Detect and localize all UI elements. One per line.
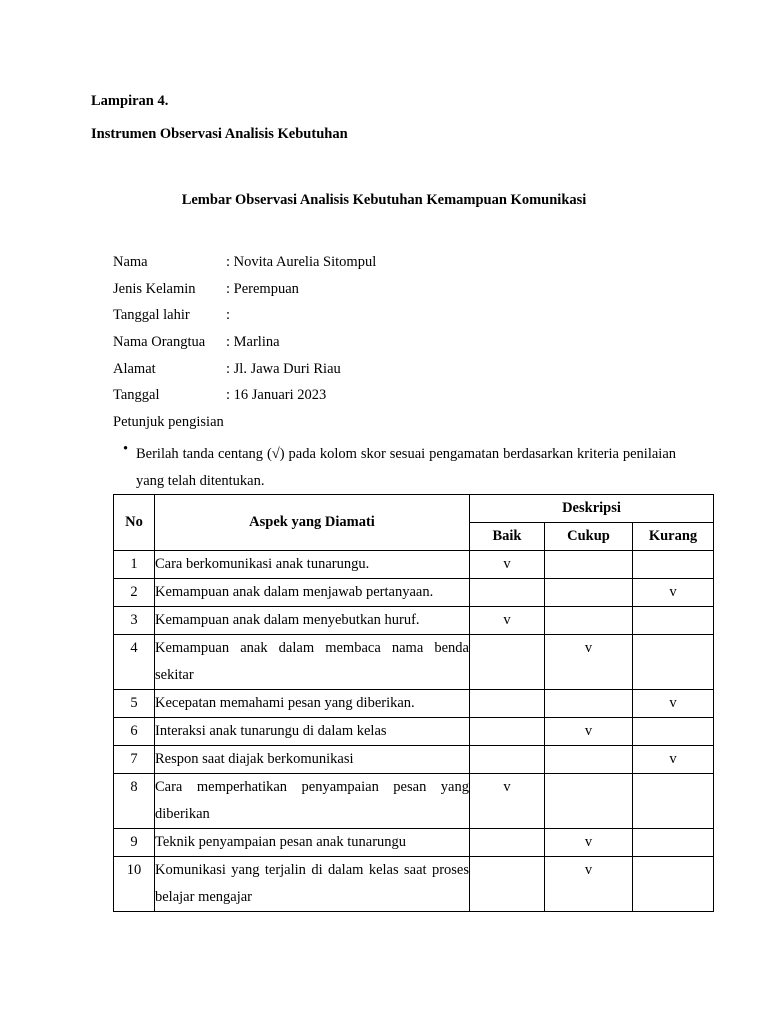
info-value-tanggal-lahir: : [226,307,231,323]
table-row [114,690,714,718]
info-label-nama: Nama [113,254,148,270]
table-row [114,829,714,857]
row-mark-cukup [545,746,633,774]
row-aspect: Kecepatan memahami pesan yang diberikan. [155,690,470,718]
info-label-tanggal: Tanggal [113,387,160,403]
row-number: 8 [114,774,155,829]
row-mark-cukup: v [545,718,633,746]
bullet-icon: • [123,441,129,457]
row-mark-baik [470,579,545,607]
header-no: No [114,495,155,551]
row-aspect: Teknik penyampaian pesan anak tunarungu [155,829,470,857]
info-label-tanggal-lahir: Tanggal lahir [113,307,190,323]
row-mark-cukup [545,607,633,635]
sheet-title: Lembar Observasi Analisis Kebutuhan Kemampuan Komunikasi [181,192,587,208]
row-mark-cukup [545,774,633,829]
row-number: 7 [114,746,155,774]
row-mark-cukup [545,690,633,718]
instructions-text: Berilah tanda centang (√) pada kolom skor sesuai pengamatan berdasarkan kriteria penilaian yang telah ditentukan. [136,446,676,489]
table-row [114,607,714,635]
table-row [114,857,714,912]
info-label-nama-orangtua: Nama Orangtua [113,334,206,350]
table-row [114,718,714,746]
row-mark-baik: v [470,551,545,579]
info-label-alamat: Alamat [113,361,156,377]
table-row [114,746,714,774]
info-value-jenis-kelamin: : Perempuan [226,281,299,297]
row-number: 3 [114,607,155,635]
row-mark-kurang [633,635,714,690]
row-mark-baik [470,690,545,718]
info-label-jenis-kelamin: Jenis Kelamin [113,281,196,297]
row-aspect: Interaksi anak tunarungu di dalam kelas [155,718,470,746]
header-cukup: Cukup [545,523,633,551]
row-mark-baik [470,857,545,912]
row-number: 10 [114,857,155,912]
table-row [114,635,714,690]
info-value-tanggal: : 16 Januari 2023 [226,387,327,403]
row-mark-kurang [633,829,714,857]
info-value-nama: : Novita Aurelia Sitompul [226,254,377,270]
row-mark-kurang [633,551,714,579]
row-aspect: Kemampuan anak dalam membaca nama benda sekitar [155,635,470,690]
row-aspect: Cara berkomunikasi anak tunarungu. [155,551,470,579]
row-number: 5 [114,690,155,718]
row-mark-cukup: v [545,635,633,690]
table-row [114,579,714,607]
row-mark-kurang [633,857,714,912]
row-mark-cukup: v [545,829,633,857]
instructions-title: Petunjuk pengisian [113,414,224,430]
row-mark-cukup: v [545,857,633,912]
row-number: 9 [114,829,155,857]
appendix-number: Lampiran 4. [91,93,169,109]
row-mark-kurang: v [633,746,714,774]
header-kurang: Kurang [633,523,714,551]
row-mark-baik: v [470,774,545,829]
row-mark-cukup [545,579,633,607]
row-mark-kurang [633,774,714,829]
row-mark-baik [470,829,545,857]
row-aspect: Kemampuan anak dalam menjawab pertanyaan. [155,579,470,607]
row-mark-baik [470,718,545,746]
row-number: 1 [114,551,155,579]
row-mark-baik [470,635,545,690]
row-aspect: Komunikasi yang terjalin di dalam kelas saat proses belajar mengajar [155,857,470,912]
header-deskripsi: Deskripsi [470,495,714,523]
row-mark-baik [470,746,545,774]
appendix-title: Instrumen Observasi Analisis Kebutuhan [91,126,348,142]
row-mark-baik: v [470,607,545,635]
row-aspect: Cara memperhatikan penyampaian pesan yang diberikan [155,774,470,829]
row-number: 6 [114,718,155,746]
header-aspek: Aspek yang Diamati [155,495,470,551]
observation-table [113,494,714,912]
info-value-alamat: : Jl. Jawa Duri Riau [226,361,341,377]
row-mark-cukup [545,551,633,579]
row-number: 2 [114,579,155,607]
table-row [114,551,714,579]
info-value-nama-orangtua: : Marlina [226,334,280,350]
table-row [114,774,714,829]
row-aspect: Kemampuan anak dalam menyebutkan huruf. [155,607,470,635]
row-mark-kurang [633,718,714,746]
row-mark-kurang [633,607,714,635]
row-aspect: Respon saat diajak berkomunikasi [155,746,470,774]
row-number: 4 [114,635,155,690]
header-baik: Baik [470,523,545,551]
row-mark-kurang: v [633,690,714,718]
row-mark-kurang: v [633,579,714,607]
